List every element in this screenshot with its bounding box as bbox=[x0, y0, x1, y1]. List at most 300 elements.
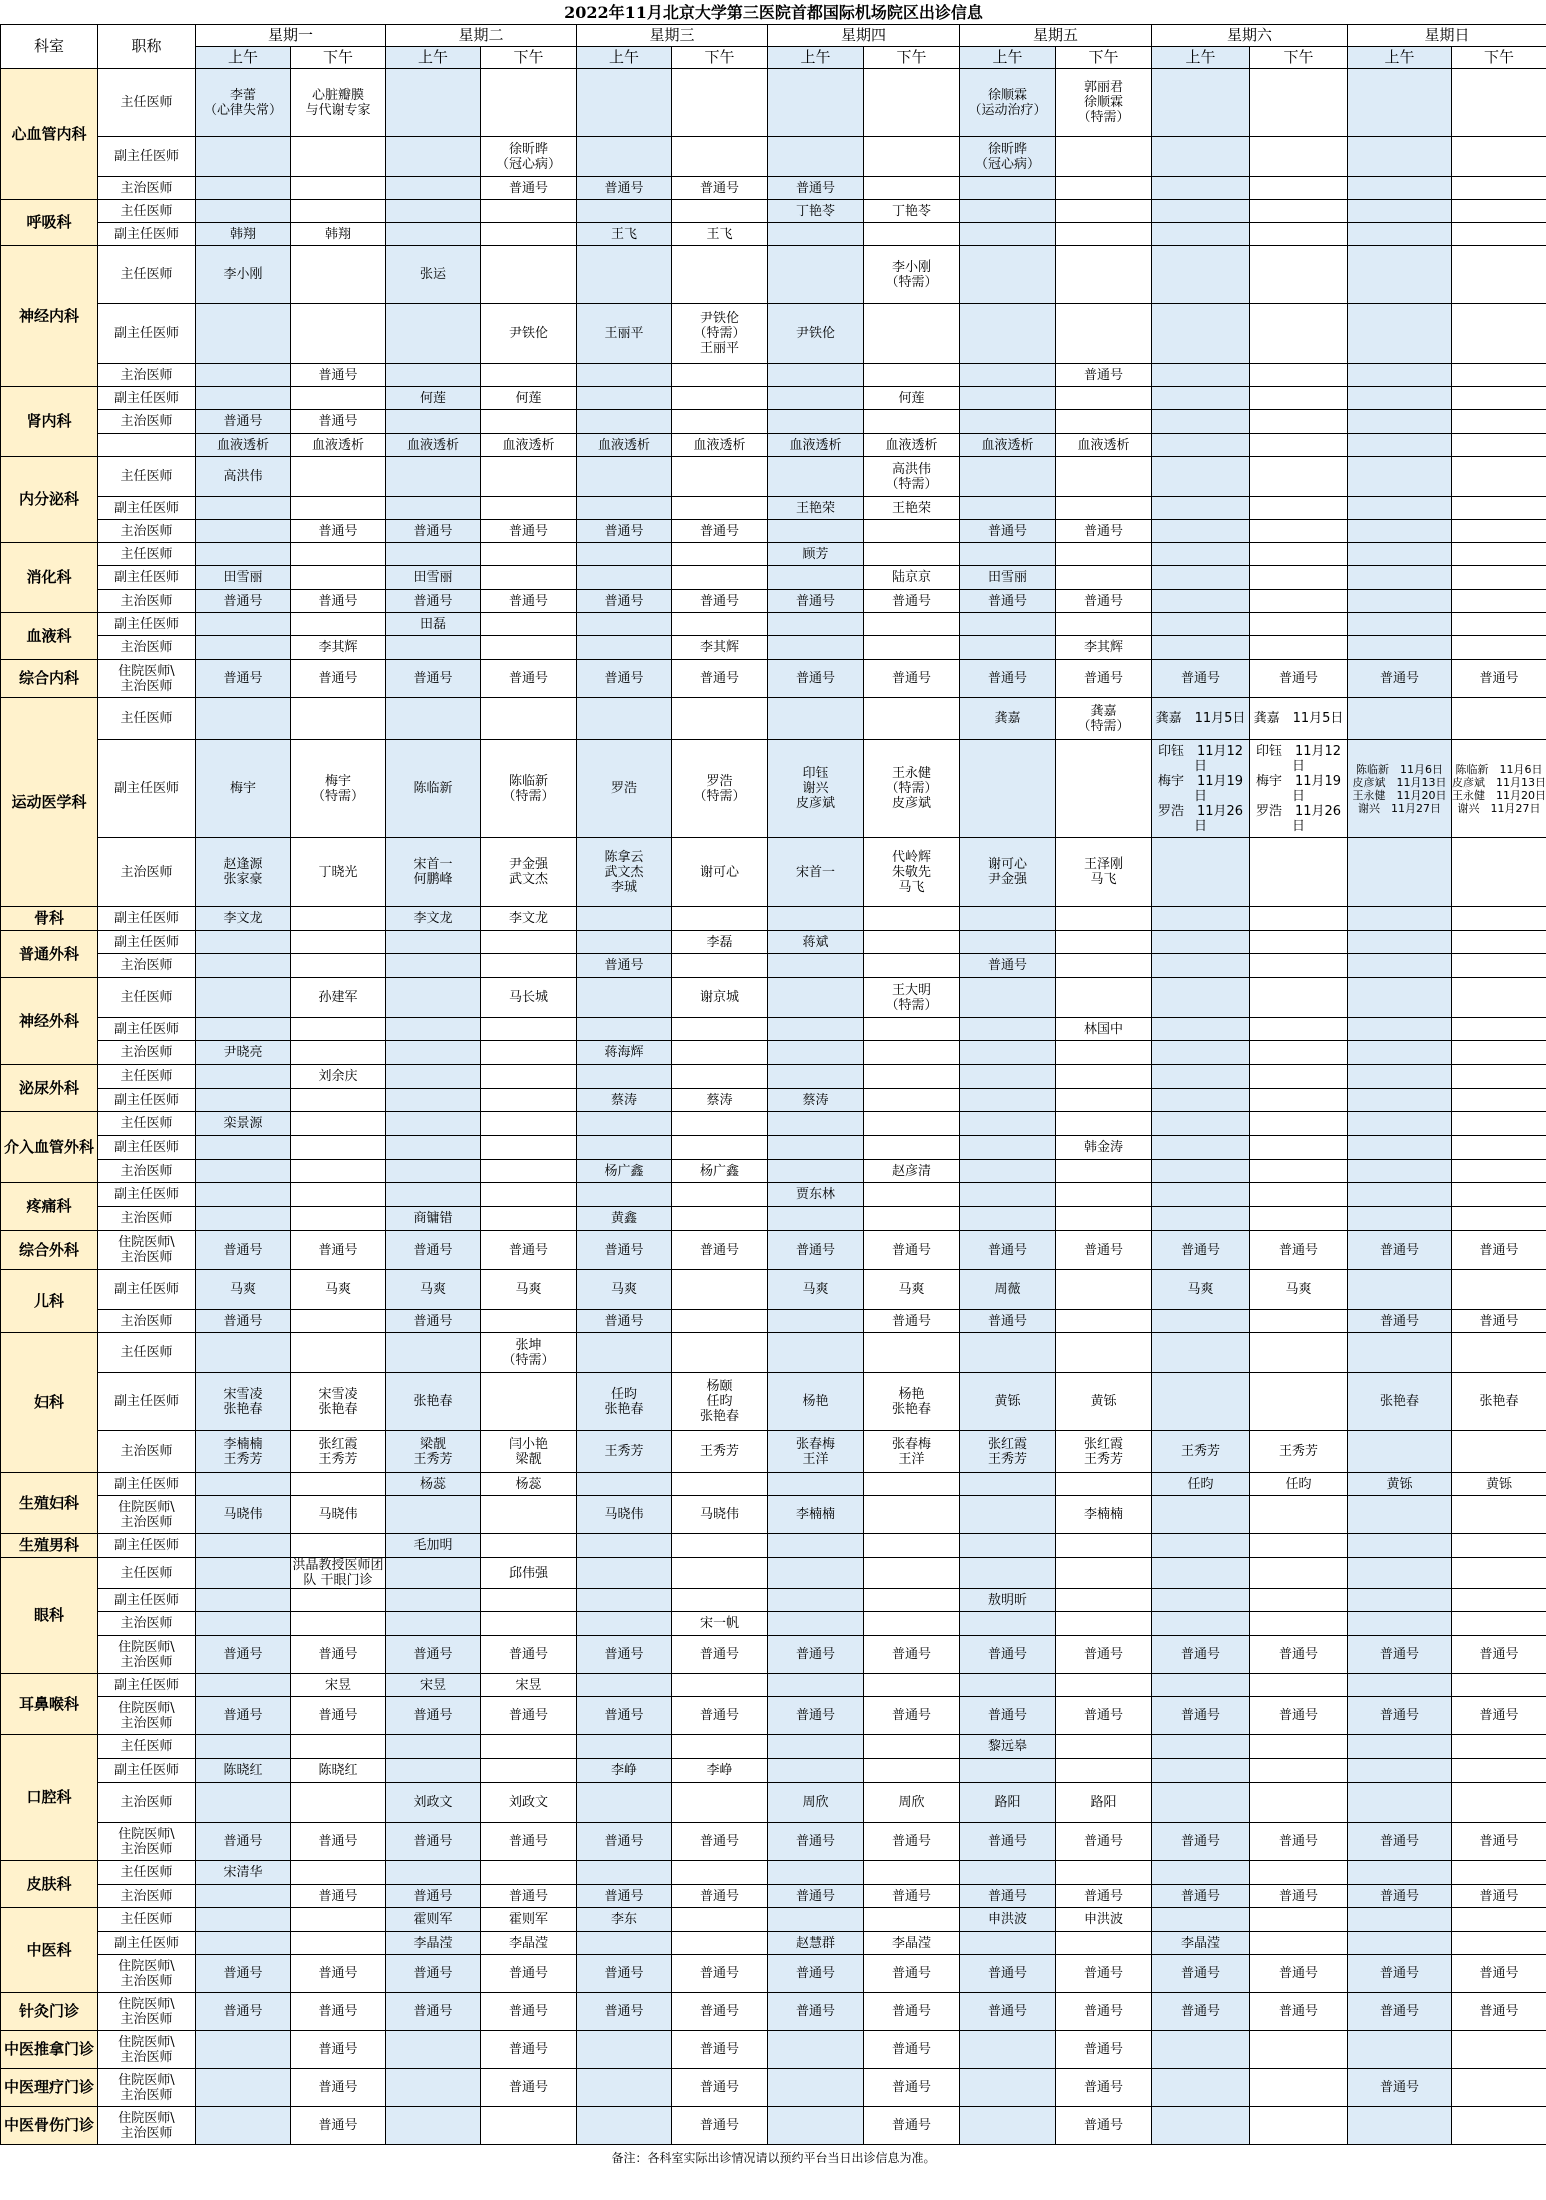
schedule-cell: 顾芳 bbox=[768, 543, 864, 566]
table-row bbox=[1, 954, 1546, 978]
schedule-cell bbox=[1152, 2069, 1250, 2107]
schedule-cell bbox=[864, 1496, 960, 1534]
table-row bbox=[1, 1674, 1546, 1697]
schedule-cell bbox=[768, 954, 864, 978]
schedule-cell bbox=[960, 223, 1056, 246]
schedule-cell bbox=[672, 1112, 768, 1136]
schedule-cell bbox=[1452, 1160, 1546, 1183]
schedule-cell bbox=[481, 1041, 577, 1065]
schedule-cell bbox=[386, 457, 481, 497]
schedule-cell: 普通号 bbox=[1056, 1231, 1152, 1270]
schedule-cell: 刘政文 bbox=[481, 1783, 577, 1823]
schedule-cell bbox=[1250, 137, 1348, 177]
day-header-tue: 星期二 bbox=[386, 25, 577, 47]
half-header-pm: 下午 bbox=[1452, 47, 1546, 69]
schedule-cell bbox=[1152, 304, 1250, 364]
schedule-cell: 郭丽君 徐顺霖 （特需） bbox=[1056, 69, 1152, 137]
schedule-cell: 黄铄 bbox=[1348, 1473, 1452, 1496]
schedule-cell bbox=[1452, 590, 1546, 613]
schedule-cell bbox=[1250, 1735, 1348, 1759]
schedule-cell bbox=[1452, 1136, 1546, 1160]
table-row bbox=[1, 907, 1546, 931]
schedule-cell bbox=[386, 1112, 481, 1136]
schedule-cell bbox=[864, 1861, 960, 1885]
dept-name: 心血管内科 bbox=[1, 69, 98, 200]
schedule-cell: 韩金涛 bbox=[1056, 1136, 1152, 1160]
table-row bbox=[1, 1823, 1546, 1861]
schedule-cell bbox=[1250, 954, 1348, 978]
schedule-cell: 印钰 11月12日 梅宇 11月19日 罗浩 11月26日 bbox=[1250, 740, 1348, 838]
half-header-am: 上午 bbox=[386, 47, 481, 69]
schedule-cell: 血液透析 bbox=[291, 434, 386, 457]
schedule-cell: 普通号 bbox=[577, 520, 672, 543]
schedule-cell bbox=[1152, 497, 1250, 520]
schedule-cell: 王泽刚 马飞 bbox=[1056, 838, 1152, 907]
schedule-cell bbox=[1452, 497, 1546, 520]
schedule-cell: 徐昕晔 （冠心病） bbox=[481, 137, 577, 177]
schedule-cell: 张红霞 王秀芳 bbox=[960, 1431, 1056, 1473]
schedule-cell bbox=[577, 246, 672, 304]
role-cell: 副主任医师 bbox=[98, 1183, 196, 1207]
schedule-cell: 蒋海辉 bbox=[577, 1041, 672, 1065]
schedule-cell bbox=[864, 636, 960, 660]
schedule-cell: 宋雪凌 张艳春 bbox=[196, 1373, 291, 1431]
role-cell: 主任医师 bbox=[98, 246, 196, 304]
schedule-cell: 普通号 bbox=[291, 1823, 386, 1861]
table-row bbox=[1, 1065, 1546, 1089]
schedule-cell bbox=[768, 1612, 864, 1636]
schedule-cell bbox=[1250, 907, 1348, 931]
role-cell: 住院医师\ 主治医师 bbox=[98, 1496, 196, 1534]
schedule-cell bbox=[1452, 1065, 1546, 1089]
schedule-cell: 普通号 bbox=[1056, 1955, 1152, 1993]
table-row bbox=[1, 200, 1546, 223]
schedule-cell: 龚嘉 （特需） bbox=[1056, 698, 1152, 740]
schedule-cell: 普通号 bbox=[1348, 1823, 1452, 1861]
schedule-cell bbox=[481, 410, 577, 434]
schedule-cell bbox=[1452, 613, 1546, 636]
role-cell: 主任医师 bbox=[98, 978, 196, 1018]
schedule-cell: 梅宇 （特需） bbox=[291, 740, 386, 838]
schedule-cell: 王永健 （特需） 皮彦斌 bbox=[864, 740, 960, 838]
schedule-cell bbox=[481, 613, 577, 636]
schedule-cell: 普通号 bbox=[1452, 1636, 1546, 1674]
schedule-cell bbox=[768, 1908, 864, 1932]
schedule-cell bbox=[386, 698, 481, 740]
schedule-cell bbox=[864, 1065, 960, 1089]
role-cell: 副主任医师 bbox=[98, 1136, 196, 1160]
schedule-cell bbox=[1152, 907, 1250, 931]
schedule-cell: 普通号 bbox=[481, 590, 577, 613]
schedule-cell bbox=[386, 1018, 481, 1041]
schedule-cell: 李晶滢 bbox=[864, 1932, 960, 1955]
schedule-cell bbox=[1452, 1612, 1546, 1636]
schedule-cell bbox=[1452, 1496, 1546, 1534]
schedule-cell: 普通号 bbox=[672, 2069, 768, 2107]
schedule-cell: 霍则军 bbox=[386, 1908, 481, 1932]
role-cell: 住院医师\ 主治医师 bbox=[98, 1697, 196, 1735]
schedule-cell bbox=[1250, 1861, 1348, 1885]
schedule-cell bbox=[196, 698, 291, 740]
schedule-cell bbox=[1152, 246, 1250, 304]
schedule-cell bbox=[960, 931, 1056, 954]
schedule-cell bbox=[481, 69, 577, 137]
schedule-cell: 张坤 （特需） bbox=[481, 1333, 577, 1373]
schedule-cell bbox=[768, 1534, 864, 1558]
schedule-cell: 普通号 bbox=[1152, 1955, 1250, 1993]
schedule-cell bbox=[1056, 1310, 1152, 1333]
schedule-cell bbox=[672, 200, 768, 223]
schedule-cell bbox=[196, 304, 291, 364]
schedule-cell bbox=[864, 543, 960, 566]
schedule-cell: 普通号 bbox=[960, 1993, 1056, 2031]
schedule-cell bbox=[672, 457, 768, 497]
schedule-cell: 李小刚 （特需） bbox=[864, 246, 960, 304]
schedule-cell: 徐昕晔 （冠心病） bbox=[960, 137, 1056, 177]
schedule-cell: 普通号 bbox=[1056, 2031, 1152, 2069]
table-row bbox=[1, 1136, 1546, 1160]
schedule-cell bbox=[960, 1759, 1056, 1783]
schedule-cell bbox=[386, 1612, 481, 1636]
schedule-cell bbox=[577, 1674, 672, 1697]
schedule-cell bbox=[1152, 387, 1250, 410]
schedule-cell bbox=[386, 2069, 481, 2107]
page-title: 2022年11月北京大学第三医院首都国际机场院区出诊信息 bbox=[564, 2, 983, 22]
schedule-cell bbox=[481, 1861, 577, 1885]
schedule-cell bbox=[960, 1861, 1056, 1885]
schedule-cell: 印钰 谢兴 皮彦斌 bbox=[768, 740, 864, 838]
schedule-cell bbox=[672, 1065, 768, 1089]
role-cell: 主治医师 bbox=[98, 1431, 196, 1473]
schedule-cell: 普通号 bbox=[1452, 1885, 1546, 1908]
table-row bbox=[1, 613, 1546, 636]
schedule-cell: 普通号 bbox=[672, 1231, 768, 1270]
role-cell: 住院医师\ 主治医师 bbox=[98, 1993, 196, 2031]
schedule-cell bbox=[577, 1018, 672, 1041]
schedule-cell: 丁晓光 bbox=[291, 838, 386, 907]
schedule-cell bbox=[1250, 1558, 1348, 1589]
schedule-cell bbox=[768, 1333, 864, 1373]
table-row bbox=[1, 1783, 1546, 1823]
schedule-cell bbox=[1348, 364, 1452, 387]
table-row bbox=[1, 1160, 1546, 1183]
schedule-cell: 陈临新 11月6日 皮彦斌 11月13日 王永健 11月20日 谢兴 11月27日 bbox=[1452, 740, 1546, 838]
schedule-cell bbox=[768, 1759, 864, 1783]
schedule-cell bbox=[291, 1861, 386, 1885]
schedule-cell bbox=[1056, 177, 1152, 200]
schedule-cell bbox=[1348, 1496, 1452, 1534]
schedule-cell bbox=[672, 137, 768, 177]
role-cell: 主治医师 bbox=[98, 1612, 196, 1636]
schedule-cell: 王秀芳 bbox=[672, 1431, 768, 1473]
schedule-cell: 普通号 bbox=[864, 1885, 960, 1908]
schedule-cell bbox=[481, 1759, 577, 1783]
schedule-cell bbox=[864, 69, 960, 137]
schedule-cell: 血液透析 bbox=[196, 434, 291, 457]
schedule-cell bbox=[577, 1612, 672, 1636]
table-row bbox=[1, 1333, 1546, 1373]
role-cell: 主任医师 bbox=[98, 1065, 196, 1089]
schedule-cell: 普通号 bbox=[196, 1993, 291, 2031]
schedule-cell bbox=[196, 1183, 291, 1207]
role-cell: 副主任医师 bbox=[98, 387, 196, 410]
schedule-cell bbox=[1250, 1018, 1348, 1041]
schedule-cell bbox=[196, 1885, 291, 1908]
schedule-cell bbox=[1348, 177, 1452, 200]
schedule-cell bbox=[1056, 1735, 1152, 1759]
table-row bbox=[1, 1612, 1546, 1636]
role-cell: 主治医师 bbox=[98, 1207, 196, 1231]
schedule-cell: 普通号 bbox=[291, 1231, 386, 1270]
schedule-cell bbox=[386, 497, 481, 520]
schedule-cell bbox=[1452, 1333, 1546, 1373]
schedule-cell bbox=[768, 978, 864, 1018]
schedule-cell: 马晓伟 bbox=[291, 1496, 386, 1534]
dept-name: 消化科 bbox=[1, 543, 98, 613]
schedule-cell: 蔡涛 bbox=[672, 1089, 768, 1112]
schedule-cell bbox=[1250, 566, 1348, 590]
table-row bbox=[1, 1955, 1546, 1993]
schedule-cell bbox=[1452, 978, 1546, 1018]
schedule-cell: 毛加明 bbox=[386, 1534, 481, 1558]
schedule-cell: 张艳春 bbox=[386, 1373, 481, 1431]
schedule-cell: 周薇 bbox=[960, 1270, 1056, 1310]
schedule-cell bbox=[577, 566, 672, 590]
schedule-cell bbox=[960, 1065, 1056, 1089]
schedule-cell bbox=[291, 497, 386, 520]
schedule-cell bbox=[577, 543, 672, 566]
schedule-cell bbox=[196, 1674, 291, 1697]
schedule-cell bbox=[577, 1589, 672, 1612]
schedule-cell: 普通号 bbox=[291, 1697, 386, 1735]
role-cell: 副主任医师 bbox=[98, 1270, 196, 1310]
schedule-cell bbox=[1056, 931, 1152, 954]
schedule-cell bbox=[1250, 200, 1348, 223]
schedule-cell bbox=[577, 387, 672, 410]
schedule-cell bbox=[1152, 566, 1250, 590]
schedule-cell bbox=[1452, 1861, 1546, 1885]
dept-name: 生殖男科 bbox=[1, 1534, 98, 1558]
schedule-cell: 马爽 bbox=[1152, 1270, 1250, 1310]
schedule-cell: 普通号 bbox=[577, 1636, 672, 1674]
schedule-cell bbox=[291, 1136, 386, 1160]
schedule-cell: 普通号 bbox=[864, 590, 960, 613]
schedule-cell: 张春梅 王洋 bbox=[768, 1431, 864, 1473]
schedule-cell: 普通号 bbox=[291, 2107, 386, 2145]
schedule-cell: 田磊 bbox=[386, 613, 481, 636]
schedule-cell bbox=[1152, 1065, 1250, 1089]
schedule-cell: 王飞 bbox=[672, 223, 768, 246]
schedule-cell bbox=[1056, 1089, 1152, 1112]
schedule-cell bbox=[291, 1735, 386, 1759]
schedule-cell bbox=[1348, 978, 1452, 1018]
schedule-cell: 普通号 bbox=[577, 177, 672, 200]
role-cell: 主治医师 bbox=[98, 1310, 196, 1333]
schedule-cell bbox=[577, 2107, 672, 2145]
role-cell: 主任医师 bbox=[98, 1333, 196, 1373]
role-cell: 副主任医师 bbox=[98, 1589, 196, 1612]
schedule-cell bbox=[1348, 1431, 1452, 1473]
schedule-cell: 李文龙 bbox=[481, 907, 577, 931]
schedule-cell bbox=[481, 1136, 577, 1160]
schedule-cell bbox=[1152, 931, 1250, 954]
schedule-cell bbox=[386, 200, 481, 223]
schedule-cell bbox=[960, 2107, 1056, 2145]
schedule-cell bbox=[577, 1183, 672, 1207]
schedule-cell: 李小刚 bbox=[196, 246, 291, 304]
schedule-cell: 田雪丽 bbox=[960, 566, 1056, 590]
schedule-cell bbox=[1056, 954, 1152, 978]
schedule-cell bbox=[1250, 543, 1348, 566]
role-cell: 副主任医师 bbox=[98, 1534, 196, 1558]
schedule-cell bbox=[386, 1861, 481, 1885]
role-cell: 主任医师 bbox=[98, 698, 196, 740]
schedule-cell: 陈拿云 武文杰 李珹 bbox=[577, 838, 672, 907]
schedule-cell bbox=[672, 1270, 768, 1310]
schedule-cell bbox=[481, 457, 577, 497]
schedule-cell bbox=[291, 1183, 386, 1207]
schedule-cell bbox=[1056, 978, 1152, 1018]
schedule-cell: 龚嘉 11月5日 bbox=[1250, 698, 1348, 740]
schedule-cell bbox=[291, 907, 386, 931]
table-row bbox=[1, 931, 1546, 954]
schedule-cell bbox=[1152, 1674, 1250, 1697]
schedule-cell bbox=[1152, 1496, 1250, 1534]
schedule-cell: 普通号 bbox=[1250, 660, 1348, 698]
schedule-cell: 普通号 bbox=[481, 1636, 577, 1674]
schedule-cell: 普通号 bbox=[577, 1885, 672, 1908]
schedule-cell: 何莲 bbox=[386, 387, 481, 410]
schedule-cell: 霍则军 bbox=[481, 1908, 577, 1932]
schedule-cell: 普通号 bbox=[1250, 1823, 1348, 1861]
role-cell: 主治医师 bbox=[98, 590, 196, 613]
schedule-cell: 普通号 bbox=[196, 1231, 291, 1270]
schedule-cell bbox=[481, 497, 577, 520]
schedule-cell bbox=[1152, 434, 1250, 457]
schedule-cell bbox=[1152, 1908, 1250, 1932]
schedule-cell: 普通号 bbox=[1452, 1823, 1546, 1861]
schedule-cell bbox=[1152, 1183, 1250, 1207]
schedule-cell: 贾东林 bbox=[768, 1183, 864, 1207]
schedule-cell bbox=[577, 1136, 672, 1160]
schedule-cell: 普通号 bbox=[1348, 1885, 1452, 1908]
schedule-cell bbox=[864, 177, 960, 200]
schedule-cell: 普通号 bbox=[1056, 660, 1152, 698]
schedule-cell: 李蕾 （心律失常） bbox=[196, 69, 291, 137]
schedule-cell bbox=[481, 931, 577, 954]
role-cell: 副主任医师 bbox=[98, 1089, 196, 1112]
schedule-cell bbox=[577, 1783, 672, 1823]
dept-name: 针灸门诊 bbox=[1, 1993, 98, 2031]
schedule-cell bbox=[1152, 1373, 1250, 1431]
schedule-cell: 普通号 bbox=[386, 1885, 481, 1908]
schedule-cell: 代岭辉 朱敬先 马飞 bbox=[864, 838, 960, 907]
schedule-cell bbox=[864, 137, 960, 177]
schedule-cell bbox=[481, 1183, 577, 1207]
schedule-cell bbox=[577, 1333, 672, 1373]
dept-name: 中医骨伤门诊 bbox=[1, 2107, 98, 2145]
schedule-cell: 李晶滢 bbox=[1152, 1932, 1250, 1955]
schedule-cell bbox=[672, 613, 768, 636]
schedule-cell bbox=[1152, 954, 1250, 978]
schedule-cell bbox=[960, 543, 1056, 566]
schedule-cell bbox=[291, 200, 386, 223]
schedule-cell bbox=[1056, 223, 1152, 246]
dept-name: 儿科 bbox=[1, 1270, 98, 1333]
table-row bbox=[1, 1636, 1546, 1674]
half-header-am: 上午 bbox=[768, 47, 864, 69]
schedule-cell: 普通号 bbox=[196, 1823, 291, 1861]
schedule-cell: 普通号 bbox=[960, 590, 1056, 613]
schedule-cell: 蔡涛 bbox=[577, 1089, 672, 1112]
schedule-cell bbox=[672, 1183, 768, 1207]
schedule-cell bbox=[672, 69, 768, 137]
schedule-cell bbox=[864, 1759, 960, 1783]
schedule-cell bbox=[1152, 590, 1250, 613]
schedule-cell bbox=[960, 978, 1056, 1018]
schedule-cell bbox=[672, 1861, 768, 1885]
schedule-cell: 血液透析 bbox=[1056, 434, 1152, 457]
half-header-am: 上午 bbox=[577, 47, 672, 69]
schedule-cell bbox=[768, 566, 864, 590]
schedule-cell bbox=[1452, 1674, 1546, 1697]
schedule-cell bbox=[1056, 566, 1152, 590]
schedule-cell bbox=[1452, 954, 1546, 978]
schedule-cell bbox=[768, 1473, 864, 1496]
schedule-cell: 普通号 bbox=[481, 1231, 577, 1270]
schedule-cell bbox=[1152, 1589, 1250, 1612]
schedule-cell: 普通号 bbox=[960, 1697, 1056, 1735]
schedule-cell bbox=[1250, 1674, 1348, 1697]
schedule-cell bbox=[1348, 1160, 1452, 1183]
schedule-cell bbox=[196, 1558, 291, 1589]
dept-header: 科室 bbox=[1, 25, 98, 69]
schedule-cell bbox=[768, 520, 864, 543]
schedule-cell bbox=[1250, 69, 1348, 137]
schedule-cell bbox=[291, 387, 386, 410]
schedule-cell bbox=[768, 1136, 864, 1160]
schedule-cell bbox=[1152, 1534, 1250, 1558]
schedule-cell: 陈临新 bbox=[386, 740, 481, 838]
schedule-cell bbox=[386, 1183, 481, 1207]
day-header-sun: 星期日 bbox=[1348, 25, 1546, 47]
schedule-cell: 普通号 bbox=[1452, 1993, 1546, 2031]
schedule-cell bbox=[672, 410, 768, 434]
schedule-cell: 普通号 bbox=[291, 590, 386, 613]
schedule-cell: 宋昱 bbox=[481, 1674, 577, 1697]
schedule-cell: 韩翔 bbox=[291, 223, 386, 246]
schedule-cell bbox=[1250, 1310, 1348, 1333]
role-cell: 主治医师 bbox=[98, 636, 196, 660]
schedule-cell bbox=[1250, 2069, 1348, 2107]
schedule-cell bbox=[768, 1861, 864, 1885]
schedule-cell: 普通号 bbox=[1348, 1955, 1452, 1993]
schedule-cell bbox=[1056, 304, 1152, 364]
schedule-cell bbox=[196, 1333, 291, 1373]
schedule-cell: 陈晓红 bbox=[291, 1759, 386, 1783]
schedule-cell: 普通号 bbox=[1152, 1697, 1250, 1735]
half-header-pm: 下午 bbox=[672, 47, 768, 69]
schedule-cell bbox=[768, 1310, 864, 1333]
schedule-cell bbox=[1452, 1908, 1546, 1932]
schedule-cell: 洪晶教授医师团 队 干眼门诊 bbox=[292, 1558, 384, 1588]
schedule-cell bbox=[672, 1735, 768, 1759]
schedule-cell: 普通号 bbox=[291, 520, 386, 543]
table-row bbox=[1, 304, 1546, 364]
schedule-cell bbox=[864, 410, 960, 434]
schedule-cell bbox=[1348, 1908, 1452, 1932]
schedule-cell bbox=[1250, 1612, 1348, 1636]
